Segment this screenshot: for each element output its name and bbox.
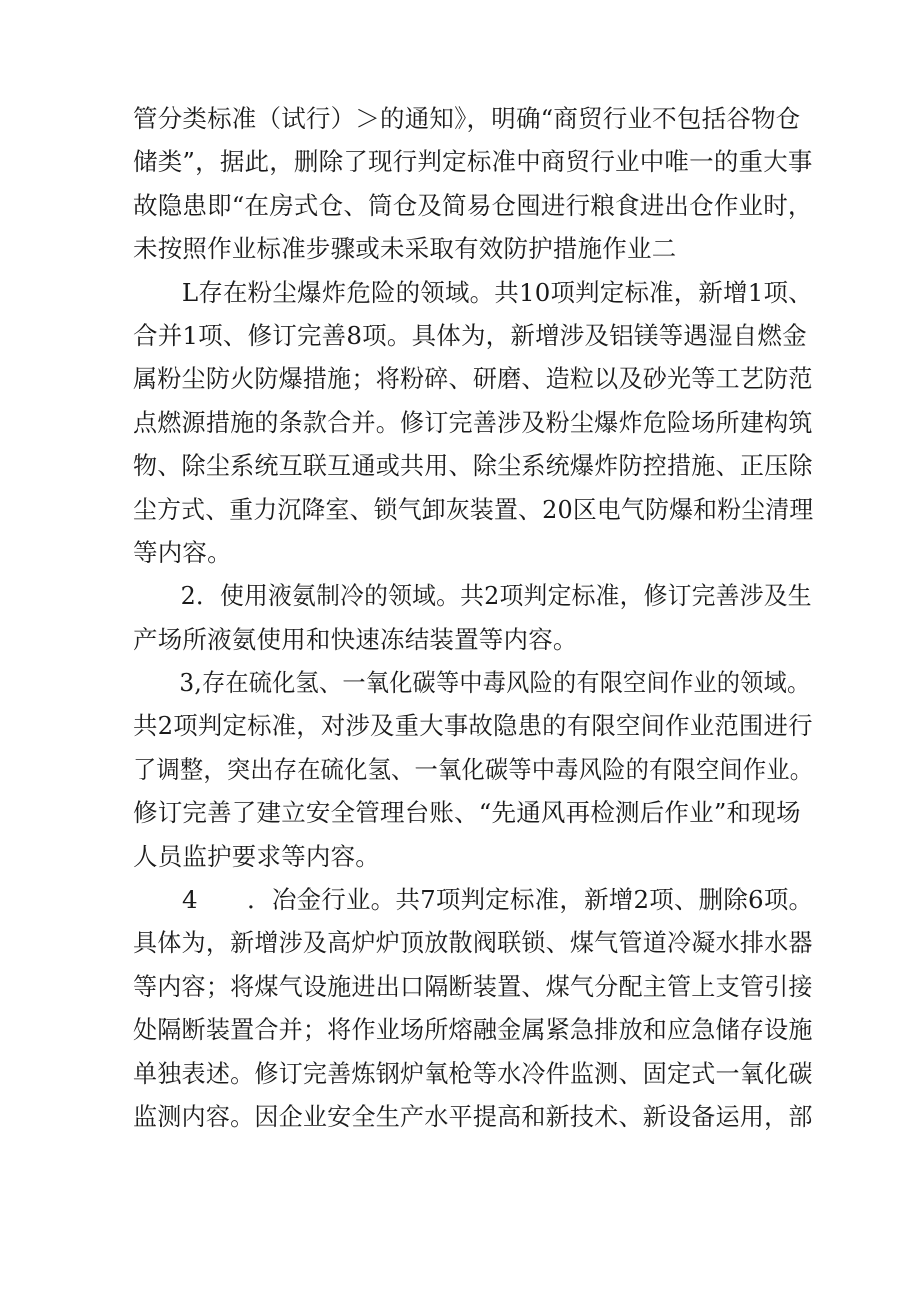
- text-line: 储类”，据此，删除了现行判定标准中商贸行业中唯一的重大事: [133, 147, 813, 177]
- document-body: [133, 97, 813, 1138]
- text-line: 物、除尘系统互联互通或共用、除尘系统爆炸防控措施、正压除: [133, 451, 813, 481]
- text-line: 3,存在硫化氢、一氧化碳等中毒风险的有限空间作业的领域。: [179, 668, 811, 698]
- text-line: 属粉尘防火防爆措施；将粉碎、研磨、造粒以及砂光等工艺防范: [133, 364, 813, 394]
- text-line: 共2项判定标准，对涉及重大事故隐患的有限空间作业范围进行: [133, 711, 813, 741]
- text-line: 处隔断装置合并；将作业场所熔融金属紧急排放和应急储存设施: [133, 1015, 813, 1045]
- text-line: L存在粉尘爆炸危险的领域。共10项判定标准，新增1项、: [181, 277, 813, 307]
- text-line: 合并1项、修订完善8项。具体为，新增涉及铝镁等遇湿自燃金: [133, 320, 807, 350]
- text-line: 尘方式、重力沉降室、锁气卸灰装置、20区电气防爆和粉尘清理: [133, 494, 814, 524]
- text-line: 管分类标准（试行）＞的通知》，明确“商贸行业不包括谷物仓: [133, 104, 801, 133]
- text-line: 监测内容。因企业安全生产水平提高和新技术、新设备运用，部: [133, 1101, 813, 1131]
- text-line: 了调整，突出存在硫化氢、一氧化碳等中毒风险的有限空间作业。: [133, 754, 814, 784]
- text-line: 点燃源措施的条款合并。修订完善涉及粉尘爆炸危险场所建构筑: [133, 407, 813, 437]
- text-line: 等内容；将煤气设施进出口隔断装置、煤气分配主管上支管引接: [133, 971, 813, 1001]
- text-line: 4 ．冶金行业。共7项判定标准，新增2项、删除6项。: [182, 885, 814, 915]
- text-line: 未按照作业标准步骤或未采取有效防护措施作业二: [133, 234, 677, 264]
- text-line: 2．使用液氨制冷的领域。共2项判定标准，修订完善涉及生: [180, 581, 812, 611]
- text-line: 产场所液氨使用和快速冻结装置等内容。: [133, 624, 578, 654]
- text-line: 人员监护要求等内容。: [133, 841, 380, 871]
- text-line: 具体为，新增涉及高炉炉顶放散阀联锁、煤气管道冷凝水排水器: [133, 928, 813, 958]
- text-line: 修订完善了建立安全管理台账、“先通风再检测后作业”和现场: [133, 798, 801, 828]
- text-line: 单独表述。修订完善炼钢炉氧枪等水冷件监测、固定式一氧化碳: [133, 1058, 813, 1088]
- text-line: 等内容。: [133, 537, 232, 567]
- text-line: 故隐患即“在房式仓、筒仓及简易仓囤进行粮食进出仓作业时，: [133, 190, 813, 220]
